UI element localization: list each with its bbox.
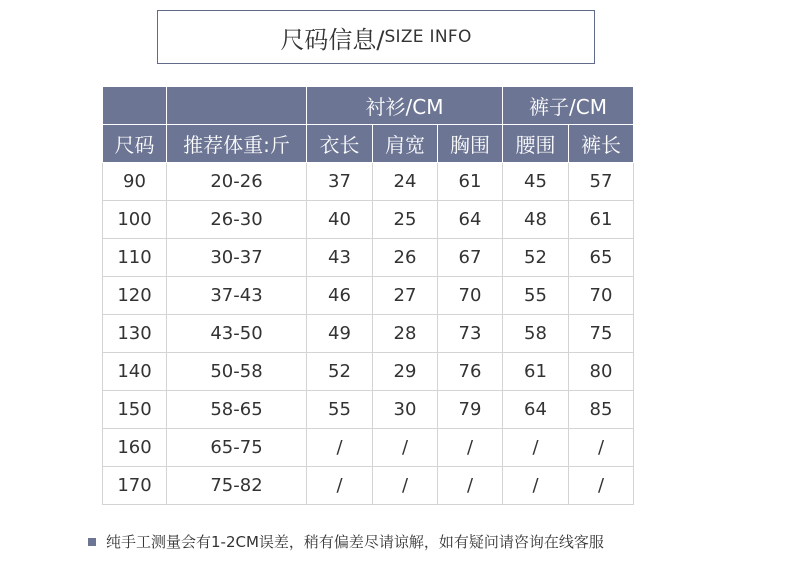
table-cell: 58	[503, 315, 569, 353]
table-row	[103, 201, 634, 239]
group-header-pants: 裤子/CM	[503, 87, 634, 125]
table-cell: 30-37	[167, 239, 307, 277]
table-cell: 55	[307, 391, 373, 429]
table-cell: 48	[503, 201, 569, 239]
column-header-row	[103, 125, 634, 163]
group-header-blank	[103, 87, 167, 125]
table-row	[103, 353, 634, 391]
table-row	[103, 315, 634, 353]
table-cell: 43-50	[167, 315, 307, 353]
size-cell: 150	[103, 391, 167, 429]
table-cell: 67	[438, 239, 503, 277]
title-en: SIZE INFO	[384, 27, 472, 47]
table-row	[103, 429, 634, 467]
table-cell: 46	[307, 277, 373, 315]
table-cell: 45	[503, 163, 569, 201]
table-cell: 85	[569, 391, 634, 429]
table-cell: 64	[503, 391, 569, 429]
table-cell: 80	[569, 353, 634, 391]
table-cell: 37	[307, 163, 373, 201]
table-cell: 70	[438, 277, 503, 315]
table-cell: 37-43	[167, 277, 307, 315]
table-cell: 29	[373, 353, 438, 391]
table-cell: /	[503, 467, 569, 505]
size-cell: 170	[103, 467, 167, 505]
size-cell: 90	[103, 163, 167, 201]
table-cell: /	[438, 467, 503, 505]
table-row	[103, 239, 634, 277]
column-header: 衣长	[307, 125, 373, 163]
table-cell: 76	[438, 353, 503, 391]
table-cell: 28	[373, 315, 438, 353]
table-cell: 61	[569, 201, 634, 239]
column-header: 腰围	[503, 125, 569, 163]
size-cell: 120	[103, 277, 167, 315]
table-cell: 26-30	[167, 201, 307, 239]
table-cell: 30	[373, 391, 438, 429]
table-cell: 75-82	[167, 467, 307, 505]
table-cell: 26	[373, 239, 438, 277]
table-cell: 75	[569, 315, 634, 353]
table-cell: /	[438, 429, 503, 467]
group-header-blank	[167, 87, 307, 125]
table-cell: 43	[307, 239, 373, 277]
group-header-shirt: 衬衫/CM	[307, 87, 503, 125]
table-row	[103, 391, 634, 429]
table-cell: /	[307, 467, 373, 505]
size-cell: 160	[103, 429, 167, 467]
table-cell: /	[569, 429, 634, 467]
title-box	[157, 10, 595, 64]
table-cell: /	[373, 429, 438, 467]
size-cell: 130	[103, 315, 167, 353]
note-text: 纯手工测量会有1-2CM误差，稍有偏差尽请谅解，如有疑问请咨询在线客服	[106, 533, 604, 551]
table-cell: /	[503, 429, 569, 467]
table-cell: 50-58	[167, 353, 307, 391]
table-cell: 64	[438, 201, 503, 239]
table-cell: /	[569, 467, 634, 505]
table-cell: 57	[569, 163, 634, 201]
size-cell: 100	[103, 201, 167, 239]
table-cell: 55	[503, 277, 569, 315]
table-cell: 52	[503, 239, 569, 277]
table-cell: 61	[438, 163, 503, 201]
column-header: 尺码	[103, 125, 167, 163]
column-header: 胸围	[438, 125, 503, 163]
table-cell: /	[373, 467, 438, 505]
table-cell: 25	[373, 201, 438, 239]
table-cell: 79	[438, 391, 503, 429]
table-cell: 52	[307, 353, 373, 391]
group-header-row	[103, 87, 634, 125]
column-header: 肩宽	[373, 125, 438, 163]
table-cell: 20-26	[167, 163, 307, 201]
table-cell: 65-75	[167, 429, 307, 467]
table-cell: 40	[307, 201, 373, 239]
table-row	[103, 163, 634, 201]
table-cell: 27	[373, 277, 438, 315]
table-cell: 58-65	[167, 391, 307, 429]
table-cell: 73	[438, 315, 503, 353]
measurement-note	[88, 531, 604, 552]
title-cn: 尺码信息/	[280, 25, 385, 54]
size-cell: 140	[103, 353, 167, 391]
table-cell: 70	[569, 277, 634, 315]
note-bullet-icon	[88, 538, 96, 546]
table-cell: 61	[503, 353, 569, 391]
table-cell: 49	[307, 315, 373, 353]
table-cell: 24	[373, 163, 438, 201]
column-header: 裤长	[569, 125, 634, 163]
table-cell: 65	[569, 239, 634, 277]
table-row	[103, 467, 634, 505]
table-cell: /	[307, 429, 373, 467]
table-row	[103, 277, 634, 315]
size-table	[102, 86, 634, 505]
size-cell: 110	[103, 239, 167, 277]
column-header: 推荐体重:斤	[167, 125, 307, 163]
